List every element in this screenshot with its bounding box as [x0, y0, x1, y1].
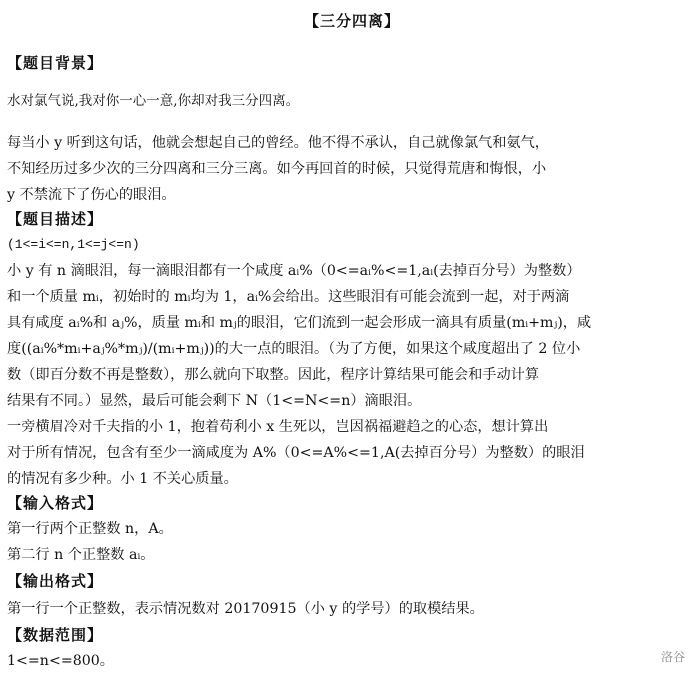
- range-heading: 【数据范围】: [7, 626, 104, 644]
- background-quote: 水对氯气说,我对你一心一意,你却对我三分四离。: [7, 93, 300, 109]
- output-line: 第一行一个正整数，表示情况数对 20170915（小 y 的学号）的取模结果。: [7, 601, 484, 617]
- background-heading: 【题目背景】: [7, 54, 104, 72]
- constraint-line: (1<=i<=n,1<=j<=n): [7, 237, 140, 252]
- description-line-4: 度((aᵢ%*mᵢ+aⱼ%*mⱼ)/(mᵢ+mⱼ))的大一点的眼泪。（为了方便，如果这个咸度超出了 2 位小: [7, 341, 581, 357]
- background-line-1: 每当小 y 听到这句话，他就会想起自己的曾经。他不得不承认，自己就像氯气和氨气，: [7, 135, 549, 151]
- description-heading: 【题目描述】: [7, 210, 104, 228]
- description-line-9: 的情况有多少种。小 1 不关心质量。: [7, 471, 238, 487]
- input-line-1: 第一行两个正整数 n，A。: [7, 521, 173, 537]
- description-line-7: 一旁横眉冷对千夫指的小 1，抱着苟利小 x 生死以，岂因祸福避趋之的心态，想计算出: [7, 419, 549, 435]
- problem-title: 【三分四离】: [303, 12, 400, 30]
- background-line-3: y 不禁流下了伤心的眼泪。: [7, 187, 176, 203]
- range-line: 1<=n<=800。: [7, 653, 114, 669]
- description-line-2: 和一个质量 mᵢ，初始时的 mᵢ均为 1，aᵢ%会给出。这些眼泪有可能会流到一起，对于两滴: [7, 289, 570, 305]
- input-line-2: 第二行 n 个正整数 aᵢ。: [7, 547, 155, 563]
- output-heading: 【输出格式】: [7, 572, 104, 590]
- background-line-2: 不知经历过多少次的三分四离和三分三离。如今再回首的时候，只觉得荒唐和悔恨，小: [7, 161, 547, 177]
- description-line-3: 具有咸度 aᵢ%和 aⱼ%，质量 mᵢ和 mⱼ的眼泪，它们流到一起会形成一滴具有质量(mᵢ+mⱼ)，咸: [7, 315, 592, 331]
- luogu-watermark: 洛谷: [660, 650, 685, 664]
- description-line-6: 结果有不同。）显然，最后可能会剩下 N（1<=N<=n）滴眼泪。: [7, 393, 422, 409]
- description-line-8: 对于所有情况，包含有至少一滴咸度为 A%（0<=A%<=1,A(去掉百分号）为整数）的眼泪: [7, 445, 585, 461]
- description-line-1: 小 y 有 n 滴眼泪，每一滴眼泪都有一个咸度 aᵢ%（0<=aᵢ%<=1,aᵢ(去掉百分号）为整数）: [7, 263, 581, 279]
- description-line-5: 数（即百分数不再是整数），那么就向下取整。因此，程序计算结果可能会和手动计算: [7, 367, 540, 383]
- input-heading: 【输入格式】: [7, 494, 104, 512]
